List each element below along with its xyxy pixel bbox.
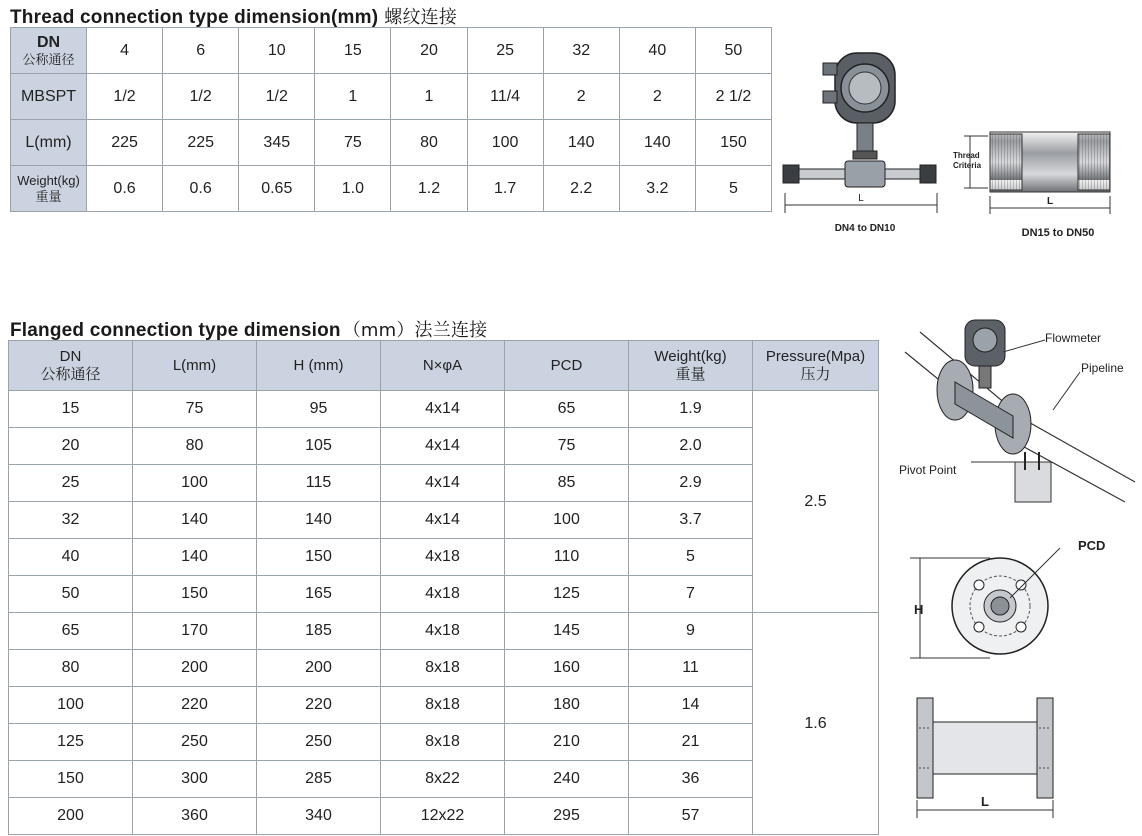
flange-cell: 110 — [505, 539, 629, 576]
flange-cell: 65 — [505, 391, 629, 428]
flange-cell: 8x18 — [381, 650, 505, 687]
flanged-title-en: Flanged connection type dimension — [10, 320, 341, 341]
flange-row — [9, 539, 879, 576]
thread-cell: 225 — [163, 120, 239, 166]
thread-row-label-en: MBSPT — [20, 87, 77, 105]
thread-cell: 1.0 — [315, 166, 391, 212]
flange-header-en: Pressure(Mpa) — [765, 347, 866, 365]
thread-dimension-table — [10, 27, 772, 212]
thread-cell: 20 — [391, 28, 467, 74]
flange-cell: 150 — [133, 576, 257, 613]
flange-header-cell — [257, 341, 381, 391]
flange-cell: 140 — [257, 502, 381, 539]
flange-cell: 4x18 — [381, 613, 505, 650]
flange-cell: 210 — [505, 724, 629, 761]
flange-cell: 4x14 — [381, 391, 505, 428]
thread-row-label-cn: 重量 — [35, 188, 62, 204]
thread-cell: 10 — [239, 28, 315, 74]
flanged-title-cn: （mm）法兰连接 — [342, 320, 488, 341]
fig2-caption: DN15 to DN50 — [1021, 227, 1095, 239]
thread-row-label — [11, 28, 87, 74]
flange-row — [9, 428, 879, 465]
thread-cell: 1/2 — [163, 74, 239, 120]
flange-cell: 240 — [505, 761, 629, 798]
thread-row — [11, 74, 772, 120]
flange-cell: 125 — [9, 724, 133, 761]
flange-cell: 1.9 — [629, 391, 753, 428]
thread-title-cn: 螺纹连接 — [384, 7, 458, 28]
thread-section-title — [10, 3, 457, 29]
flange-header-cell — [753, 341, 879, 391]
flange-cell: 57 — [629, 798, 753, 835]
thread-cell: 1/2 — [239, 74, 315, 120]
flange-header-en: L(mm) — [172, 356, 217, 374]
thread-cell: 1.7 — [467, 166, 543, 212]
fig2-label-criteria: Criteria — [953, 161, 982, 170]
flange-cell: 300 — [133, 761, 257, 798]
flange-cell: 180 — [505, 687, 629, 724]
thread-cell: 4 — [87, 28, 163, 74]
flange-header-cn: 公称通径 — [40, 365, 101, 383]
flange-cell: 11 — [629, 650, 753, 687]
thread-cell: 2 1/2 — [695, 74, 771, 120]
flange-cell: 4x18 — [381, 576, 505, 613]
fig1-caption: DN4 to DN10 — [834, 223, 896, 234]
flange-cell: 285 — [257, 761, 381, 798]
flange-cell: 165 — [257, 576, 381, 613]
thread-cell: 140 — [543, 120, 619, 166]
flange-cell: 4x18 — [381, 539, 505, 576]
thread-cell: 32 — [543, 28, 619, 74]
flange-cell: 25 — [9, 465, 133, 502]
installation-figure — [885, 312, 1140, 507]
thread-cell: 1/2 — [87, 74, 163, 120]
thread-row-label-en: DN — [36, 33, 61, 51]
flange-cell: 185 — [257, 613, 381, 650]
flange-cell: 170 — [133, 613, 257, 650]
flange-header-en: H (mm) — [293, 356, 344, 374]
flange-cell: 100 — [133, 465, 257, 502]
flange-row — [9, 576, 879, 613]
thread-title-en: Thread connection type dimension(mm) — [10, 7, 379, 28]
flange-cell: 250 — [257, 724, 381, 761]
fig2-label-thread: Thread — [953, 151, 980, 160]
flange-header-cell — [629, 341, 753, 391]
flange-cell: 3.7 — [629, 502, 753, 539]
thread-cell: 140 — [619, 120, 695, 166]
thread-row-label — [11, 120, 87, 166]
flange-row — [9, 724, 879, 761]
thread-cell: 11/4 — [467, 74, 543, 120]
thread-cell: 0.65 — [239, 166, 315, 212]
flange-header-cell — [133, 341, 257, 391]
flange-cell: 50 — [9, 576, 133, 613]
flange-header-cn: 重量 — [675, 365, 706, 383]
fig2-dim-label: L — [1046, 196, 1054, 207]
flange-cell: 220 — [257, 687, 381, 724]
flanged-dimension-table — [8, 340, 879, 835]
flange-cell: 85 — [505, 465, 629, 502]
thread-small-meter-figure — [775, 45, 945, 245]
flanged-section-title — [10, 316, 487, 342]
thread-row-label-en: L(mm) — [25, 133, 72, 151]
flange-cell: 2.9 — [629, 465, 753, 502]
thread-cell: 75 — [315, 120, 391, 166]
thread-cell: 100 — [467, 120, 543, 166]
flange-cell: 80 — [9, 650, 133, 687]
flange-row — [9, 650, 879, 687]
pressure-cell: 2.5 — [753, 391, 879, 613]
thread-row — [11, 120, 772, 166]
flange-cell: 105 — [257, 428, 381, 465]
h-dim-label: H — [914, 602, 924, 617]
flange-cell: 360 — [133, 798, 257, 835]
thread-cell: 25 — [467, 28, 543, 74]
flange-row — [9, 391, 879, 428]
thread-cell: 225 — [87, 120, 163, 166]
pcd-label: PCD — [1078, 538, 1106, 553]
pipeline-label: Pipeline — [1081, 361, 1124, 375]
thread-cell: 15 — [315, 28, 391, 74]
flange-cell: 8x22 — [381, 761, 505, 798]
thread-row — [11, 166, 772, 212]
flange-cell: 100 — [505, 502, 629, 539]
flange-side-figure — [905, 688, 1065, 828]
flange-cell: 145 — [505, 613, 629, 650]
flange-cell: 40 — [9, 539, 133, 576]
thread-cell: 2 — [619, 74, 695, 120]
flange-cell: 9 — [629, 613, 753, 650]
thread-row-label-cn: 公称通径 — [22, 51, 75, 67]
flange-cell: 75 — [133, 391, 257, 428]
flange-cell: 250 — [133, 724, 257, 761]
flange-header-cn: 压力 — [800, 365, 831, 383]
flange-cell: 295 — [505, 798, 629, 835]
flange-header-cell — [505, 341, 629, 391]
thread-cell: 0.6 — [163, 166, 239, 212]
thread-cell: 50 — [695, 28, 771, 74]
thread-pipe-figure — [950, 120, 1130, 250]
flange-row — [9, 465, 879, 502]
flange-cell: 140 — [133, 539, 257, 576]
flange-cell: 200 — [9, 798, 133, 835]
thread-cell: 150 — [695, 120, 771, 166]
flange-header-en: N×φA — [422, 356, 463, 374]
flange-header-en: Weight(kg) — [654, 347, 727, 365]
thread-row-label — [11, 166, 87, 212]
flange-cell: 36 — [629, 761, 753, 798]
flange-header-en: PCD — [550, 356, 583, 374]
thread-cell: 1 — [391, 74, 467, 120]
flange-cell: 125 — [505, 576, 629, 613]
flange-cell: 65 — [9, 613, 133, 650]
l-dim-label: L — [981, 794, 989, 809]
flange-cell: 200 — [257, 650, 381, 687]
thread-row-label-en: Weight(kg) — [17, 172, 80, 188]
flange-cell: 8x18 — [381, 724, 505, 761]
thread-cell: 80 — [391, 120, 467, 166]
flange-header-en: DN — [59, 347, 82, 365]
flange-row — [9, 687, 879, 724]
flange-cell: 12x22 — [381, 798, 505, 835]
thread-cell: 2.2 — [543, 166, 619, 212]
flange-cell: 340 — [257, 798, 381, 835]
flange-cell: 115 — [257, 465, 381, 502]
flange-cell: 20 — [9, 428, 133, 465]
flange-cell: 21 — [629, 724, 753, 761]
flange-row — [9, 761, 879, 798]
pivot-point-label: Pivot Point — [899, 463, 957, 477]
flange-cell: 100 — [9, 687, 133, 724]
thread-cell: 2 — [543, 74, 619, 120]
thread-row — [11, 28, 772, 74]
flange-row — [9, 502, 879, 539]
flange-cell: 220 — [133, 687, 257, 724]
flange-cell: 160 — [505, 650, 629, 687]
thread-cell: 1.2 — [391, 166, 467, 212]
flange-cell: 2.0 — [629, 428, 753, 465]
flange-cell: 140 — [133, 502, 257, 539]
flowmeter-label: Flowmeter — [1045, 331, 1102, 345]
flange-cell: 4x14 — [381, 502, 505, 539]
flange-cell: 8x18 — [381, 687, 505, 724]
flange-cell: 32 — [9, 502, 133, 539]
flange-cell: 15 — [9, 391, 133, 428]
thread-cell: 345 — [239, 120, 315, 166]
fig1-dim-label: L — [858, 193, 864, 204]
pressure-cell: 1.6 — [753, 613, 879, 835]
flange-row — [9, 613, 879, 650]
flange-header-cell — [9, 341, 133, 391]
flange-cell: 5 — [629, 539, 753, 576]
thread-row-label — [11, 74, 87, 120]
thread-cell: 3.2 — [619, 166, 695, 212]
flange-face-figure — [900, 528, 1130, 668]
flange-header-cell — [381, 341, 505, 391]
flange-cell: 75 — [505, 428, 629, 465]
flange-cell: 150 — [257, 539, 381, 576]
thread-cell: 6 — [163, 28, 239, 74]
flange-row — [9, 798, 879, 835]
thread-cell: 1 — [315, 74, 391, 120]
flange-cell: 200 — [133, 650, 257, 687]
thread-cell: 0.6 — [87, 166, 163, 212]
flange-cell: 4x14 — [381, 465, 505, 502]
thread-cell: 5 — [695, 166, 771, 212]
flange-cell: 150 — [9, 761, 133, 798]
flange-cell: 7 — [629, 576, 753, 613]
flange-cell: 80 — [133, 428, 257, 465]
flange-cell: 14 — [629, 687, 753, 724]
thread-cell: 40 — [619, 28, 695, 74]
flange-cell: 4x14 — [381, 428, 505, 465]
flange-cell: 95 — [257, 391, 381, 428]
